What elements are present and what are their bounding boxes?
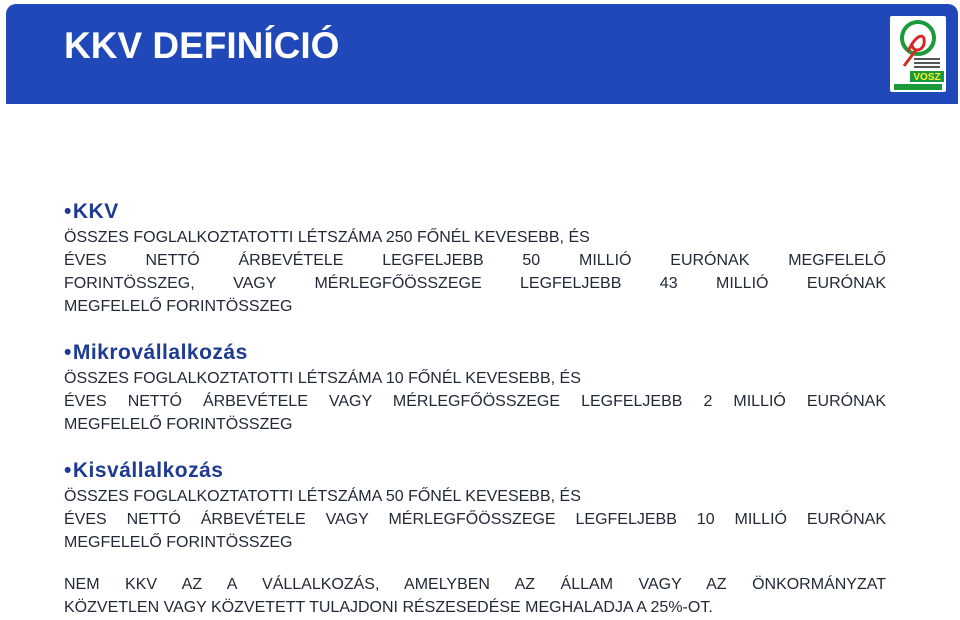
note-line: KÖZVETLEN VAGY KÖZVETETT TULAJDONI RÉSZESEDÉSE MEGHALADJA A 25%-OT. [64,599,713,616]
section-heading [64,457,886,485]
logo-emblem-icon [890,16,946,92]
section-heading [64,198,886,226]
section-line: ÉVES NETTÓ ÁRBEVÉTELE VAGY MÉRLEGFŐÖSSZEGE LEGFELJEBB 2 MILLIÓ EURÓNAK [64,393,886,410]
slide-title: KKV DEFINÍCIÓ [64,25,340,66]
vosz-logo [890,16,946,92]
bullet-icon: • [64,341,72,364]
section-line: MEGFELELŐ FORINTÖSSZEG [64,298,293,315]
spacer [64,554,886,573]
section-line: ÖSSZES FOGLALKOZTATOTTI LÉTSZÁMA 10 FŐNÉL KEVESEBB, ÉS [64,370,581,387]
spacer [64,436,886,457]
section-line: FORINTÖSSZEG, VAGY MÉRLEGFŐÖSSZEGE LEGFELJEBB 43 MILLIÓ EURÓNAK [64,275,886,292]
svg-text:VOSZ: VOSZ [913,72,941,83]
section-heading-text: Mikrovállalkozás [72,341,248,364]
section-mikrovallalkozas [64,339,886,436]
section-line: MEGFELELŐ FORINTÖSSZEG [64,416,293,433]
section-heading [64,339,886,367]
bullet-icon: • [64,459,72,482]
section-line: ÖSSZES FOGLALKOZTATOTTI LÉTSZÁMA 50 FŐNÉL KEVESEBB, ÉS [64,488,581,505]
note-line: NEM KKV AZ A VÁLLALKOZÁS, AMELYBEN AZ ÁLLAM VAGY AZ ÖNKORMÁNYZAT [64,576,886,593]
slide-header [6,4,958,104]
section-kisvallalkozas [64,457,886,554]
spacer [64,318,886,339]
section-heading-text: Kisvállalkozás [72,459,224,482]
bullet-icon: • [64,200,72,223]
section-line: ÉVES NETTÓ ÁRBEVÉTELE VAGY MÉRLEGFŐÖSSZEGE LEGFELJEBB 10 MILLIÓ EURÓNAK [64,511,886,528]
section-line: ÖSSZES FOGLALKOZTATOTTI LÉTSZÁMA 250 FŐNÉL KEVESEBB, ÉS [64,229,590,246]
note-paragraph [64,573,886,619]
section-line: MEGFELELŐ FORINTÖSSZEG [64,534,293,551]
section-heading-text: KKV [72,200,119,223]
section-line: ÉVES NETTÓ ÁRBEVÉTELE LEGFELJEBB 50 MILLIÓ EURÓNAK MEGFELELŐ [64,252,886,269]
slide-content [64,198,886,619]
section-kkv [64,198,886,318]
